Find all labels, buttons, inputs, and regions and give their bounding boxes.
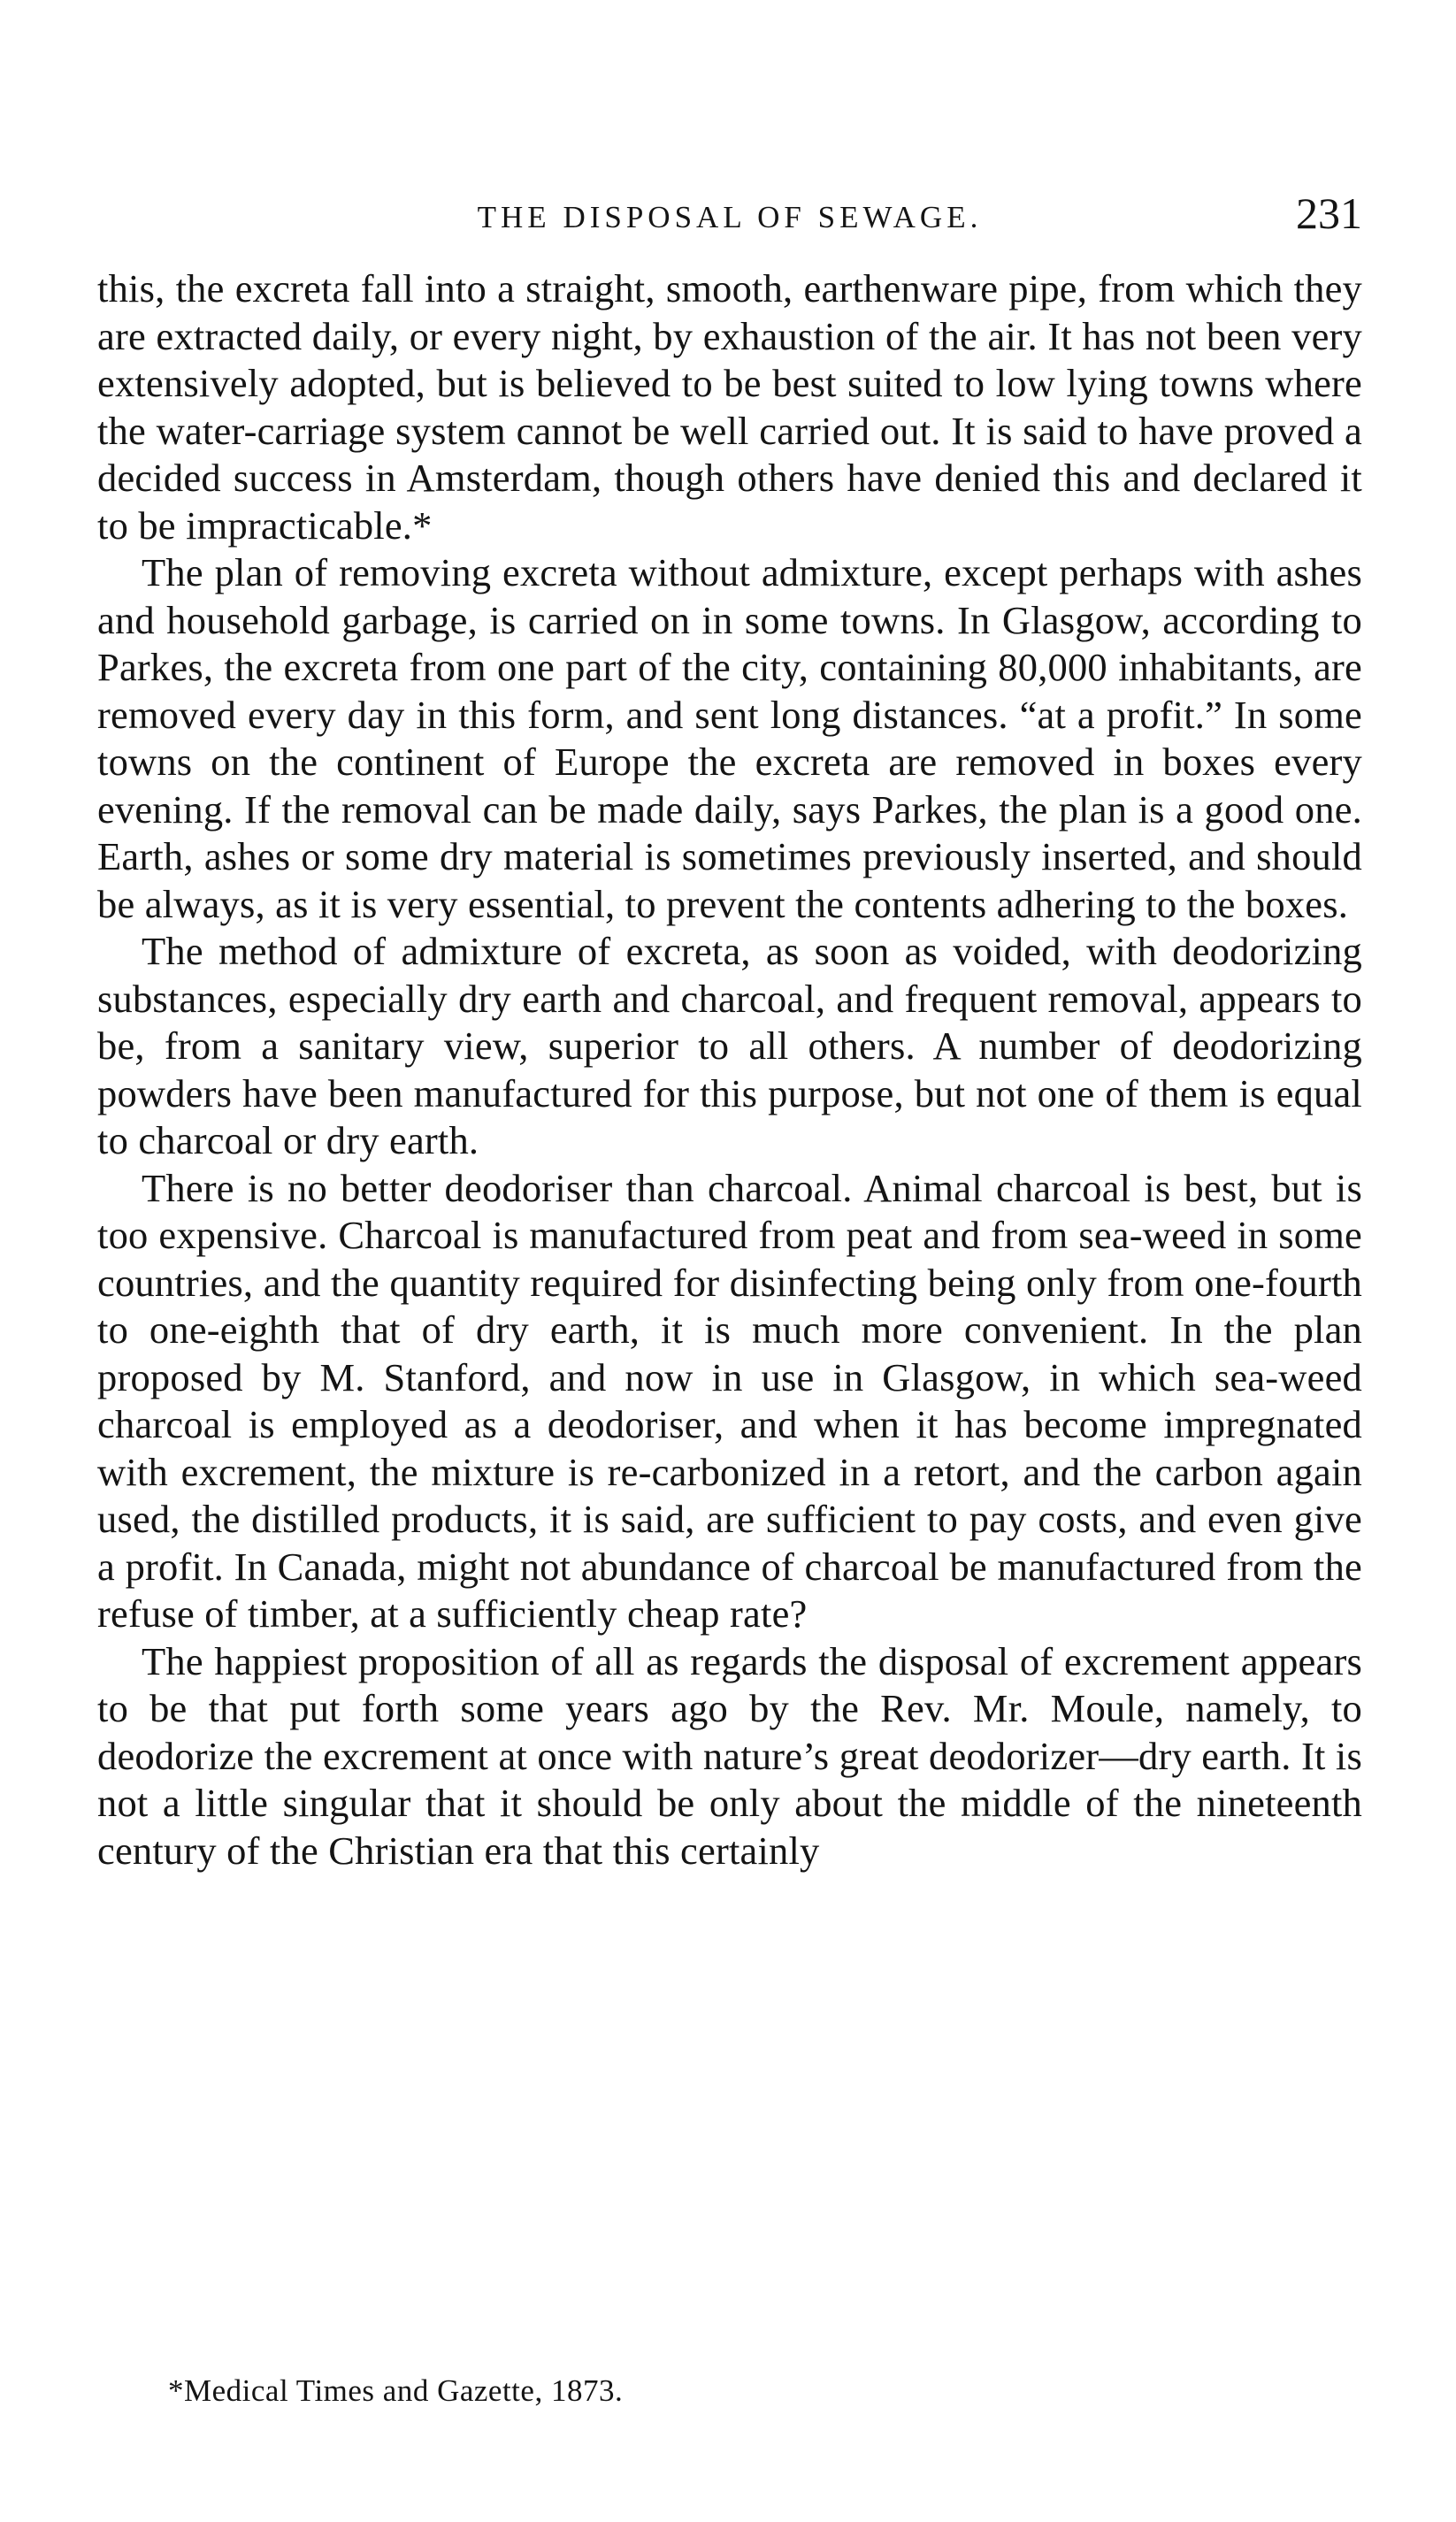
paragraph-deodorizing-admixture: The method of admixture of excreta, as soon as voided, with deodorizing substances, especially dry earth and charcoal, and frequent removal, appears to be, from a sanitary view, superior to all others. A number of deodorizing powders have been manufactured for this purpose, but not one of them is equal to charcoal or dry earth. bbox=[97, 929, 1362, 1162]
paragraph-charcoal: There is no better deodoriser than charcoal. Animal charcoal is best, but is too expensive. Charcoal is manufactured from peat and from sea-weed in some countries, and the quantity required for disinfecting being only from one-fourth to one-eighth that of dry earth, it is much more convenient. In the plan proposed by M. Stanford, and now in use in Glasgow, in which sea-weed charcoal is employed as a deodoriser, and when it has become impregnated with excrement, the mixture is re-carbonized in a retort, and the carbon again used, the distilled products, it is said, are sufficient to pay costs, and even give a profit. In Canada, might not abundance of charcoal be manufactured from the refuse of timber, at a sufficiently cheap rate? bbox=[97, 1165, 1362, 1636]
paragraph-removal-without-admixture: The plan of removing excreta without admixture, except perhaps with ashes and household garbage, is carried on in some towns. In Glasgow, according to Parkes, the excreta from one part of the city, containing 80,000 inhabitants, are removed every day in this form, and sent long distances. “at a profit.” In some towns on the continent of Europe the excreta are removed in boxes every evening. If the removal can be made daily, says Parkes, the plan is a good one. Earth, ashes or some dry material is sometimes previously inserted, and should be always, as it is very essential, to prevent the contents adhering to the boxes. bbox=[97, 550, 1362, 926]
paragraph-dry-earth: The happiest proposition of all as regards the disposal of excrement appears to be that put forth some years ago by the Rev. Mr. Moule, namely, to deodorize the excrement at once with nature’s great deodorizer—dry earth. It is not a little singular that it should be only about the middle of the nineteenth century of the Christian era that this certainly bbox=[97, 1638, 1362, 1873]
body-text bbox=[97, 265, 1362, 1874]
running-title: THE DISPOSAL OF SEWAGE. bbox=[477, 200, 983, 234]
footnote: *Medical Times and Gazette, 1873. bbox=[168, 2373, 624, 2408]
paragraph-pneumatic-system: this, the excreta fall into a straight, smooth, earthenware pipe, from which they are extracted daily, or every night, by exhaustion of the air. It has not been very extensively adopted, but is believed to be best suited to low lying towns where the water-carriage system cannot be well carried out. It is said to have proved a decided success in Amsterdam, though others have denied this and declared it to be impracticable.* bbox=[97, 266, 1362, 548]
page-number: 231 bbox=[1296, 188, 1362, 238]
page-header bbox=[97, 188, 1362, 249]
